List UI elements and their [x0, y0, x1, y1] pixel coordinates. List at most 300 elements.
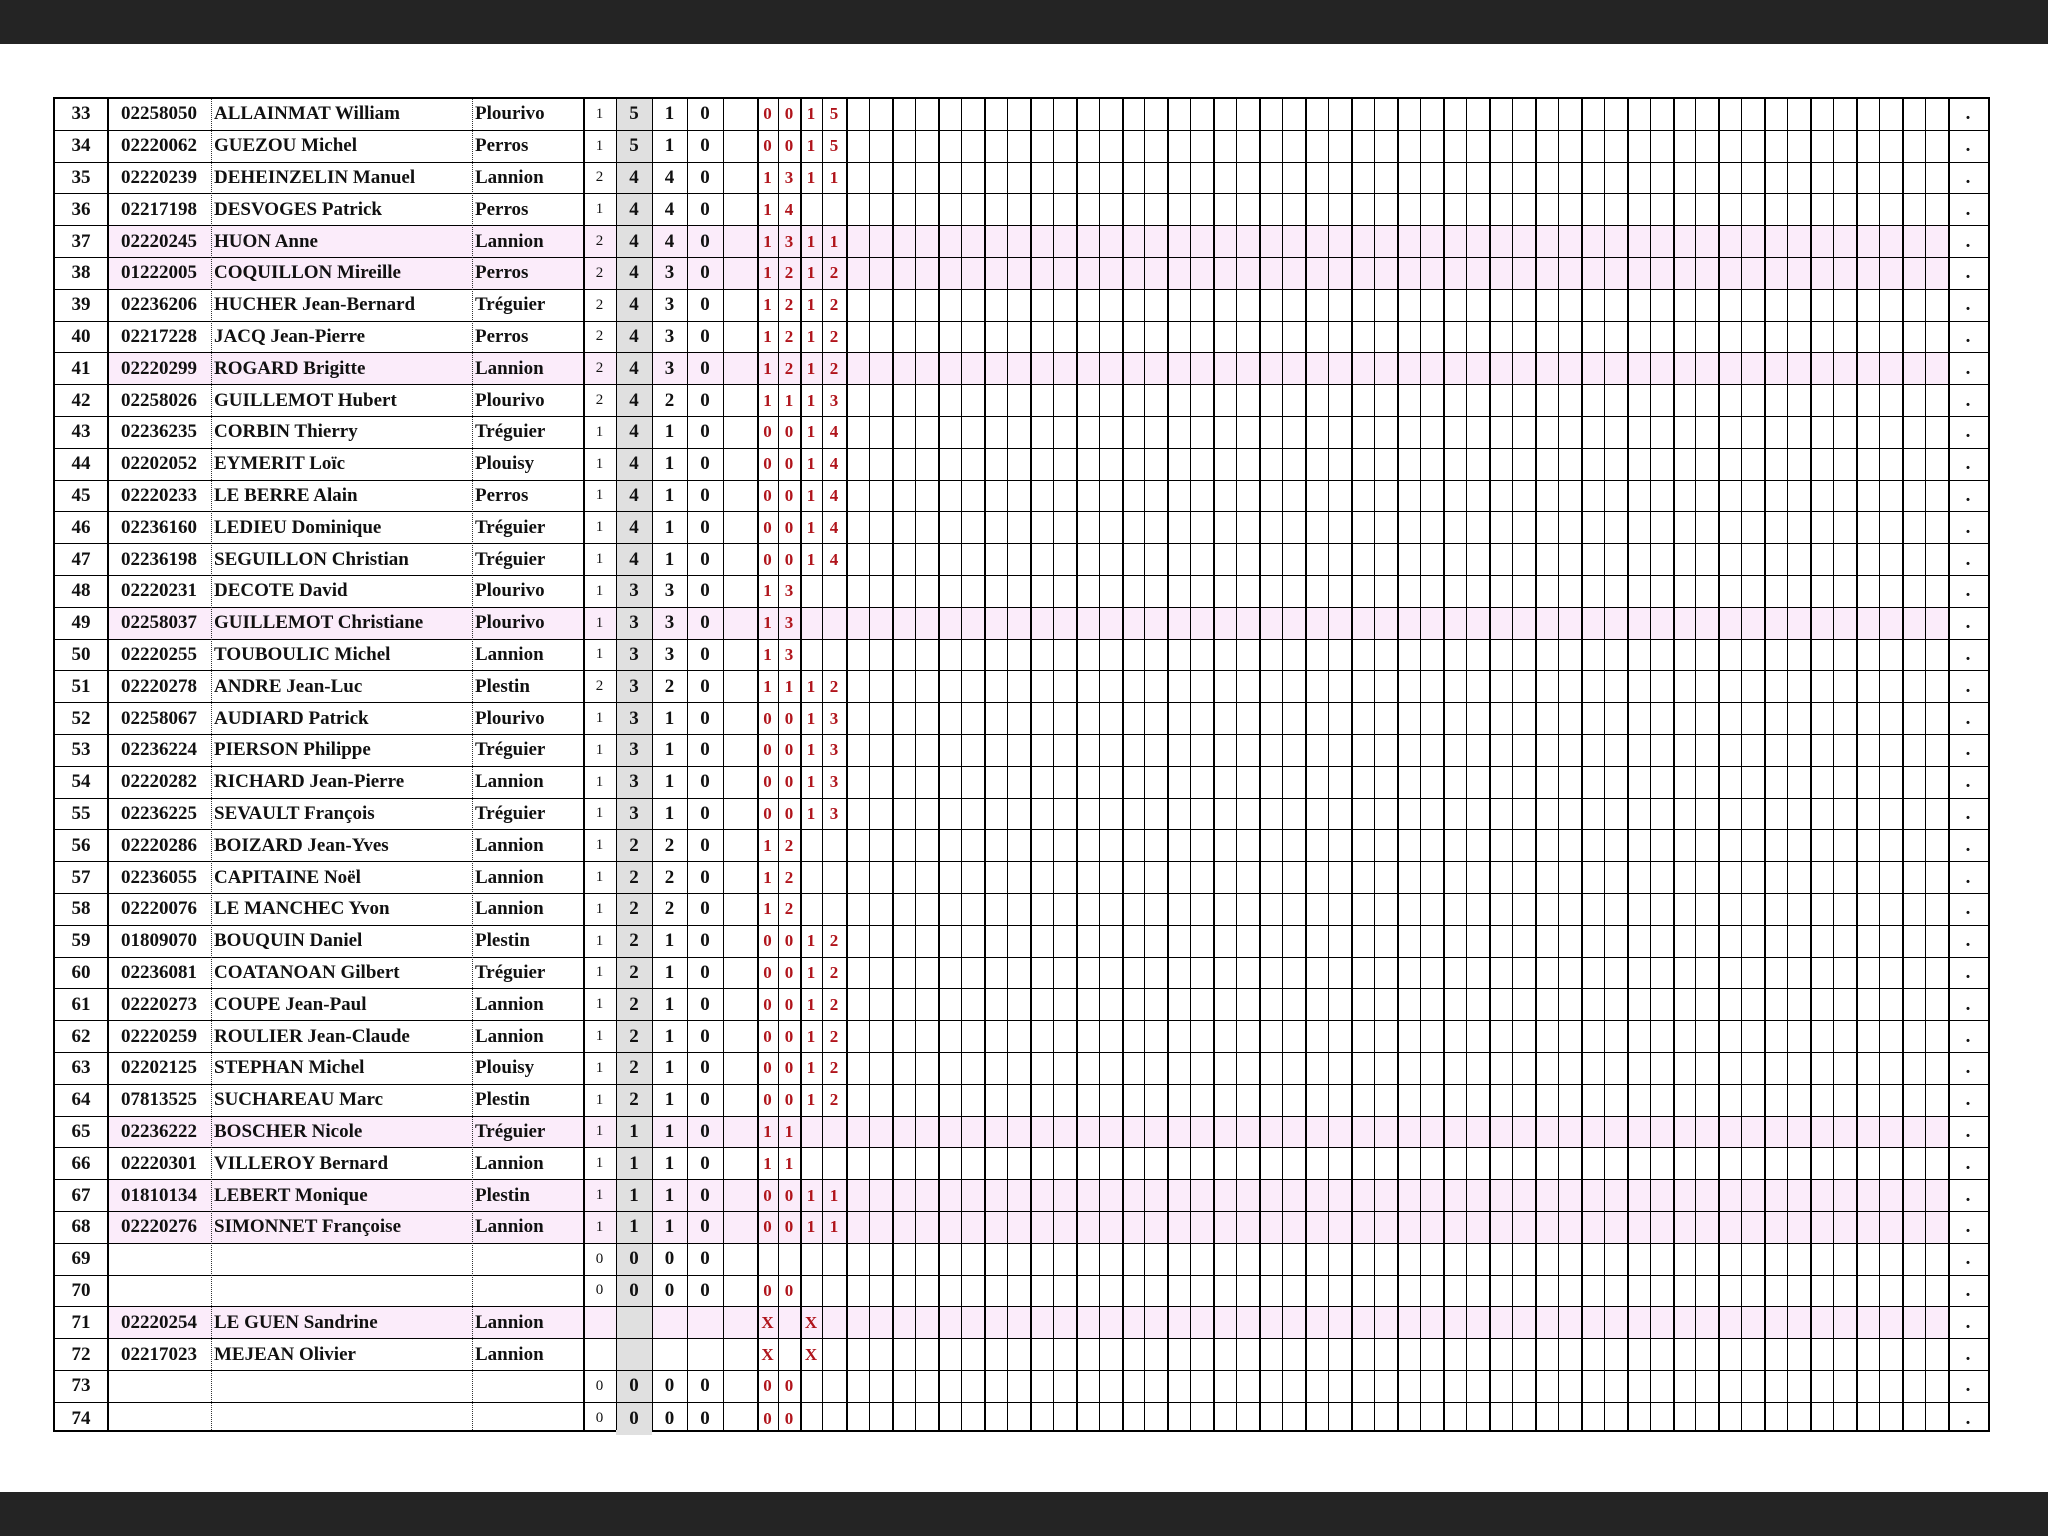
- points-cell: 2: [616, 830, 652, 861]
- points-cell: 5: [616, 131, 652, 162]
- grid-line: [1925, 99, 1926, 1430]
- player-name-cell: STEPHAN Michel: [214, 1057, 365, 1079]
- row-end-mark: .: [1965, 802, 1971, 824]
- license-cell: 02220245: [107, 226, 211, 257]
- license-cell: [107, 1244, 211, 1275]
- grid-line: [961, 99, 962, 1430]
- table-row: [55, 163, 1988, 195]
- grid-line: [1627, 99, 1629, 1430]
- row-end-mark: .: [1965, 1279, 1971, 1301]
- losses-cell: 0: [700, 389, 710, 411]
- round-score-cell: 0: [763, 1376, 772, 1396]
- round-score-cell: 3: [829, 708, 839, 728]
- spacer-cell: [723, 512, 757, 543]
- license-cell: 01809070: [121, 930, 197, 952]
- wins-cell: 0: [664, 1248, 675, 1270]
- grid-line: [652, 99, 653, 1430]
- round-score-cell: 1: [806, 740, 816, 760]
- grid-line: [1443, 99, 1445, 1430]
- matches-cell: 1: [595, 423, 604, 440]
- license-cell: 02220286: [121, 834, 197, 856]
- spacer-cell: [723, 1180, 757, 1211]
- spacer-cell: [723, 1053, 757, 1084]
- license-cell: 02217198: [121, 198, 197, 220]
- round-score-cell: [822, 862, 846, 893]
- losses-cell: 0: [700, 484, 710, 506]
- points-cell: 1: [616, 1180, 652, 1211]
- grid-line: [472, 99, 473, 1430]
- round-score-cell: 1: [763, 295, 772, 315]
- matches-cell: 1: [595, 137, 604, 154]
- round-score-cell: 0: [784, 1026, 794, 1046]
- matches-cell: 1: [595, 932, 604, 949]
- round-score-cell: 1: [806, 422, 816, 442]
- rank-cell: 39: [71, 294, 91, 316]
- row-end-mark: .: [1965, 103, 1971, 125]
- round-score-cell: 0: [763, 517, 772, 537]
- club-cell: Tréguier: [475, 421, 546, 443]
- table-row: [55, 799, 1988, 831]
- losses-cell: 0: [700, 1279, 710, 1301]
- losses-cell: 0: [700, 771, 710, 793]
- round-score-cell: [800, 1148, 822, 1179]
- row-end-mark: .: [1965, 262, 1971, 284]
- round-score-cell: X: [757, 1307, 778, 1338]
- spacer-cell: [723, 163, 757, 194]
- grid-line: [1604, 99, 1605, 1430]
- round-score-cell: [800, 1371, 822, 1402]
- round-score-cell: 2: [784, 835, 794, 855]
- grid-line: [822, 99, 823, 1430]
- round-score-cell: 1: [757, 353, 778, 384]
- round-score-cell: 0: [763, 485, 772, 505]
- table-row: [55, 290, 1988, 322]
- grid-line: [723, 99, 724, 1430]
- club-cell: Lannion: [475, 898, 544, 920]
- losses-cell: 0: [700, 516, 710, 538]
- round-score-cell: [822, 830, 846, 861]
- round-score-cell: [800, 1276, 822, 1307]
- matches-cell: 1: [595, 1059, 604, 1076]
- round-score-cell: 3: [829, 740, 839, 760]
- losses-cell: 0: [700, 993, 710, 1015]
- round-score-cell: [822, 1339, 846, 1370]
- player-name-cell: ROULIER Jean-Claude: [214, 1025, 410, 1047]
- losses-cell: 0: [687, 1180, 723, 1211]
- grid-line: [984, 99, 986, 1430]
- round-score-cell: 1: [800, 226, 822, 257]
- grid-line: [1351, 99, 1353, 1430]
- spacer-cell: [723, 1276, 757, 1307]
- grid-line: [1259, 99, 1261, 1430]
- round-score-cell: [800, 830, 822, 861]
- losses-cell: 0: [700, 930, 710, 952]
- round-score-cell: 1: [822, 226, 846, 257]
- club-cell: Plestin: [475, 930, 530, 952]
- player-name-cell: LEBERT Monique: [211, 1180, 472, 1211]
- club-cell: Tréguier: [472, 1117, 583, 1148]
- spacer-cell: [723, 703, 757, 734]
- grid-line: [1420, 99, 1421, 1430]
- matches-cell: 1: [595, 1155, 604, 1172]
- row-end-mark: .: [1965, 135, 1971, 157]
- table-row: [55, 862, 1988, 894]
- round-score-cell: 3: [778, 608, 800, 639]
- matches-cell: 1: [595, 773, 604, 790]
- round-score-cell: [800, 894, 822, 925]
- round-score-cell: 0: [763, 1408, 772, 1428]
- rank-cell: 41: [71, 357, 91, 379]
- round-score-cell: X: [800, 1307, 822, 1338]
- round-score-cell: 1: [784, 676, 794, 696]
- round-score-cell: 1: [806, 708, 816, 728]
- table-row: [55, 449, 1988, 481]
- player-name-cell: GUILLEMOT Hubert: [214, 389, 397, 411]
- points-cell: 2: [616, 862, 652, 893]
- player-name-cell: HUCHER Jean-Bernard: [214, 294, 416, 316]
- rank-cell: 73: [71, 1375, 91, 1397]
- round-score-cell: 0: [784, 549, 794, 569]
- table-row: [55, 830, 1988, 862]
- matches-cell: 1: [595, 900, 604, 917]
- club-cell: Perros: [472, 258, 583, 289]
- round-score-cell: 0: [763, 772, 772, 792]
- player-name-cell: RICHARD Jean-Pierre: [214, 771, 405, 793]
- round-score-cell: 0: [784, 1280, 794, 1300]
- matches-cell: 1: [595, 1091, 604, 1108]
- club-cell: Perros: [475, 325, 529, 347]
- round-score-cell: 1: [806, 772, 816, 792]
- wins-cell: 1: [664, 453, 675, 475]
- rank-cell: 38: [71, 262, 91, 284]
- club-cell: Lannion: [475, 1152, 544, 1174]
- license-cell: 02220254: [107, 1307, 211, 1338]
- table-row: [55, 481, 1988, 513]
- table-row: [55, 1148, 1988, 1180]
- player-name-cell: TOUBOULIC Michel: [214, 643, 391, 665]
- losses-cell: 0: [700, 1057, 710, 1079]
- losses-cell: 0: [700, 675, 710, 697]
- round-score-cell: 1: [763, 867, 772, 887]
- spacer-cell: [723, 894, 757, 925]
- spacer-cell: [723, 958, 757, 989]
- round-score-cell: 1: [784, 390, 794, 410]
- round-score-cell: [822, 640, 846, 671]
- player-name-cell: [211, 1403, 472, 1435]
- row-end-mark: .: [1965, 1343, 1971, 1365]
- spacer-cell: [723, 544, 757, 575]
- spacer-cell: [723, 1148, 757, 1179]
- points-cell: 4: [616, 322, 652, 353]
- round-score-cell: 2: [784, 867, 794, 887]
- row-end-mark: .: [1965, 961, 1971, 983]
- license-cell: 02236224: [121, 739, 197, 761]
- points-cell: 3: [616, 703, 652, 734]
- matches-cell: 1: [595, 201, 604, 218]
- matches-cell: 1: [583, 608, 616, 639]
- player-name-cell: DECOTE David: [214, 580, 348, 602]
- round-score-cell: 0: [784, 994, 794, 1014]
- license-cell: 02258026: [121, 389, 197, 411]
- wins-cell: 1: [664, 135, 675, 157]
- grid-line: [1144, 99, 1145, 1430]
- matches-cell: 0: [595, 1250, 604, 1267]
- spacer-cell: [723, 799, 757, 830]
- matches-cell: 2: [583, 353, 616, 384]
- round-score-cell: 1: [806, 295, 816, 315]
- round-score-cell: 0: [784, 104, 794, 124]
- license-cell: 02236081: [121, 961, 197, 983]
- losses-cell: 0: [700, 135, 710, 157]
- club-cell: Lannion: [475, 771, 544, 793]
- license-cell: 02220259: [121, 1025, 197, 1047]
- player-name-cell: [211, 1276, 472, 1307]
- round-score-cell: 3: [829, 772, 839, 792]
- points-cell: 3: [616, 576, 652, 607]
- player-name-cell: PIERSON Philippe: [214, 739, 371, 761]
- player-name-cell: CORBIN Thierry: [214, 421, 358, 443]
- wins-cell: 1: [664, 771, 675, 793]
- round-score-cell: 1: [806, 104, 816, 124]
- grid-line: [1948, 99, 1950, 1430]
- round-score-cell: 0: [784, 740, 794, 760]
- round-score-cell: 1: [806, 517, 816, 537]
- grid-line: [915, 99, 916, 1430]
- club-cell: Plestin: [472, 1180, 583, 1211]
- table-row: [55, 353, 1988, 385]
- player-name-cell: [211, 1371, 472, 1402]
- round-score-cell: [822, 1148, 846, 1179]
- table-row: [55, 989, 1988, 1021]
- license-cell: [107, 1403, 211, 1435]
- spacer-cell: [723, 449, 757, 480]
- wins-cell: 1: [664, 1089, 675, 1111]
- table-row: [55, 608, 1988, 640]
- round-score-cell: 0: [784, 931, 794, 951]
- club-cell: Lannion: [475, 834, 544, 856]
- matches-cell: 2: [583, 258, 616, 289]
- points-cell: 1: [616, 1117, 652, 1148]
- losses-cell: 0: [700, 103, 710, 125]
- club-cell: Plestin: [475, 675, 530, 697]
- matches-cell: 1: [595, 646, 604, 663]
- round-score-cell: 0: [784, 962, 794, 982]
- grid-line: [1535, 99, 1537, 1430]
- rank-cell: 44: [71, 453, 91, 475]
- rank-cell: 71: [71, 1311, 91, 1333]
- spacer-cell: [723, 640, 757, 671]
- license-cell: 02217228: [121, 325, 197, 347]
- rank-cell: 40: [71, 325, 91, 347]
- matches-cell: 1: [595, 582, 604, 599]
- rank-cell: 62: [71, 1025, 91, 1047]
- license-cell: 02220255: [121, 643, 197, 665]
- rank-cell: 58: [71, 898, 91, 920]
- player-name-cell: SUCHAREAU Marc: [214, 1089, 384, 1111]
- losses-cell: 0: [700, 739, 710, 761]
- round-score-cell: 1: [757, 608, 778, 639]
- round-score-cell: 1: [778, 1117, 800, 1148]
- round-score-cell: 0: [784, 1090, 794, 1110]
- club-cell: Lannion: [475, 1025, 544, 1047]
- round-score-cell: 0: [763, 931, 772, 951]
- round-score-cell: [800, 194, 822, 225]
- losses-cell: 0: [700, 898, 710, 920]
- player-name-cell: AUDIARD Patrick: [214, 707, 369, 729]
- rank-cell: 56: [71, 834, 91, 856]
- rank-cell: 47: [71, 548, 91, 570]
- spacer-cell: [723, 1244, 757, 1275]
- table-row: [55, 640, 1988, 672]
- losses-cell: 0: [687, 226, 723, 257]
- points-cell: 0: [616, 1403, 652, 1435]
- wins-cell: 1: [652, 1117, 687, 1148]
- round-score-cell: [822, 194, 846, 225]
- points-cell: 3: [616, 735, 652, 766]
- grid-line: [1673, 99, 1675, 1430]
- spacer-cell: [723, 1212, 757, 1243]
- grid-line: [211, 99, 212, 1430]
- license-cell: 02220301: [121, 1152, 197, 1174]
- points-cell: 2: [616, 894, 652, 925]
- row-end-mark: .: [1965, 1120, 1971, 1142]
- round-score-cell: 1: [763, 644, 772, 664]
- table-row: [55, 1021, 1988, 1053]
- round-score-cell: 1: [806, 136, 816, 156]
- club-cell: [472, 1371, 583, 1402]
- round-score-cell: 2: [778, 258, 800, 289]
- wins-cell: 1: [664, 421, 675, 443]
- spacer-cell: [723, 481, 757, 512]
- rank-cell: 57: [71, 866, 91, 888]
- losses-cell: 0: [700, 453, 710, 475]
- grid-line: [1558, 99, 1559, 1430]
- spacer-cell: [723, 322, 757, 353]
- license-cell: 02236206: [121, 294, 197, 316]
- grid-line: [1856, 99, 1858, 1430]
- round-score-cell: 1: [800, 258, 822, 289]
- club-cell: [472, 1276, 583, 1307]
- club-cell: Tréguier: [475, 516, 546, 538]
- table-row: [55, 1244, 1988, 1276]
- spacer-cell: [723, 671, 757, 702]
- player-name-cell: HUON Anne: [211, 226, 472, 257]
- wins-cell: 1: [664, 739, 675, 761]
- wins-cell: 2: [664, 389, 675, 411]
- round-score-cell: 1: [806, 326, 816, 346]
- round-score-cell: 1: [806, 962, 816, 982]
- player-name-cell: LE GUEN Sandrine: [211, 1307, 472, 1338]
- player-name-cell: COUPE Jean-Paul: [214, 993, 367, 1015]
- matches-cell: 1: [595, 551, 604, 568]
- rank-cell: 68: [71, 1216, 91, 1238]
- matches-cell: 1: [595, 455, 604, 472]
- matches-cell: 2: [595, 296, 604, 313]
- round-score-cell: 0: [763, 454, 772, 474]
- grid-line: [1007, 99, 1008, 1430]
- losses-cell: 0: [700, 294, 710, 316]
- round-score-cell: 0: [784, 1058, 794, 1078]
- wins-cell: 0: [664, 1407, 675, 1429]
- wins-cell: 3: [664, 643, 675, 665]
- club-cell: Perros: [475, 135, 529, 157]
- round-score-cell: 1: [806, 454, 816, 474]
- round-score-cell: 0: [784, 803, 794, 823]
- round-score-cell: 0: [784, 708, 794, 728]
- spacer-cell: [723, 1403, 757, 1435]
- license-cell: 02258037: [107, 608, 211, 639]
- rank-cell: 35: [71, 166, 91, 188]
- round-score-cell: 1: [763, 835, 772, 855]
- club-cell: Lannion: [472, 226, 583, 257]
- round-score-cell: 1: [806, 390, 816, 410]
- wins-cell: 1: [664, 548, 675, 570]
- club-cell: Plouisy: [475, 1057, 535, 1079]
- points-cell: 2: [616, 1085, 652, 1116]
- license-cell: 02236160: [121, 516, 197, 538]
- round-score-cell: 2: [822, 258, 846, 289]
- points-cell: 4: [616, 544, 652, 575]
- grid-line: [1213, 99, 1215, 1430]
- matches-cell: 1: [583, 1212, 616, 1243]
- grid-line: [1741, 99, 1742, 1430]
- points-cell: 4: [616, 512, 652, 543]
- table-row: [55, 131, 1988, 163]
- losses-cell: 0: [687, 258, 723, 289]
- grid-line: [687, 99, 688, 1430]
- table-row: [55, 1180, 1988, 1212]
- round-score-cell: 1: [800, 353, 822, 384]
- round-score-cell: 0: [784, 454, 794, 474]
- round-score-cell: 1: [822, 1180, 846, 1211]
- round-score-cell: 1: [757, 226, 778, 257]
- grid-line: [1397, 99, 1399, 1430]
- wins-cell: 1: [664, 993, 675, 1015]
- player-name-cell: CAPITAINE Noël: [214, 866, 361, 888]
- rank-cell: 74: [71, 1407, 91, 1429]
- losses-cell: 0: [687, 353, 723, 384]
- matches-cell: [583, 1339, 616, 1370]
- wins-cell: 3: [664, 294, 675, 316]
- grid-line: [1374, 99, 1375, 1430]
- round-score-cell: 1: [806, 803, 816, 823]
- grid-line: [1512, 99, 1513, 1430]
- club-cell: Lannion: [472, 1212, 583, 1243]
- rank-cell: 67: [71, 1184, 91, 1206]
- club-cell: Plourivo: [475, 580, 545, 602]
- losses-cell: 0: [700, 802, 710, 824]
- license-cell: 02258067: [121, 707, 197, 729]
- round-score-cell: 4: [829, 485, 839, 505]
- matches-cell: 1: [595, 996, 604, 1013]
- player-name-cell: MEJEAN Olivier: [214, 1343, 356, 1365]
- club-cell: Plourivo: [475, 707, 545, 729]
- round-score-cell: [757, 1244, 778, 1275]
- round-score-cell: 1: [763, 390, 772, 410]
- points-cell: 3: [616, 608, 652, 639]
- club-cell: Plestin: [475, 1089, 530, 1111]
- wins-cell: 1: [664, 1057, 675, 1079]
- rank-cell: 65: [71, 1120, 91, 1142]
- round-score-cell: 0: [757, 1212, 778, 1243]
- row-end-mark: .: [1965, 294, 1971, 316]
- round-score-cell: 4: [829, 454, 839, 474]
- points-cell: [616, 1339, 652, 1370]
- row-end-mark: .: [1965, 1375, 1971, 1397]
- round-score-cell: 2: [829, 326, 839, 346]
- round-score-cell: 0: [778, 1212, 800, 1243]
- row-end-mark: .: [1965, 580, 1971, 602]
